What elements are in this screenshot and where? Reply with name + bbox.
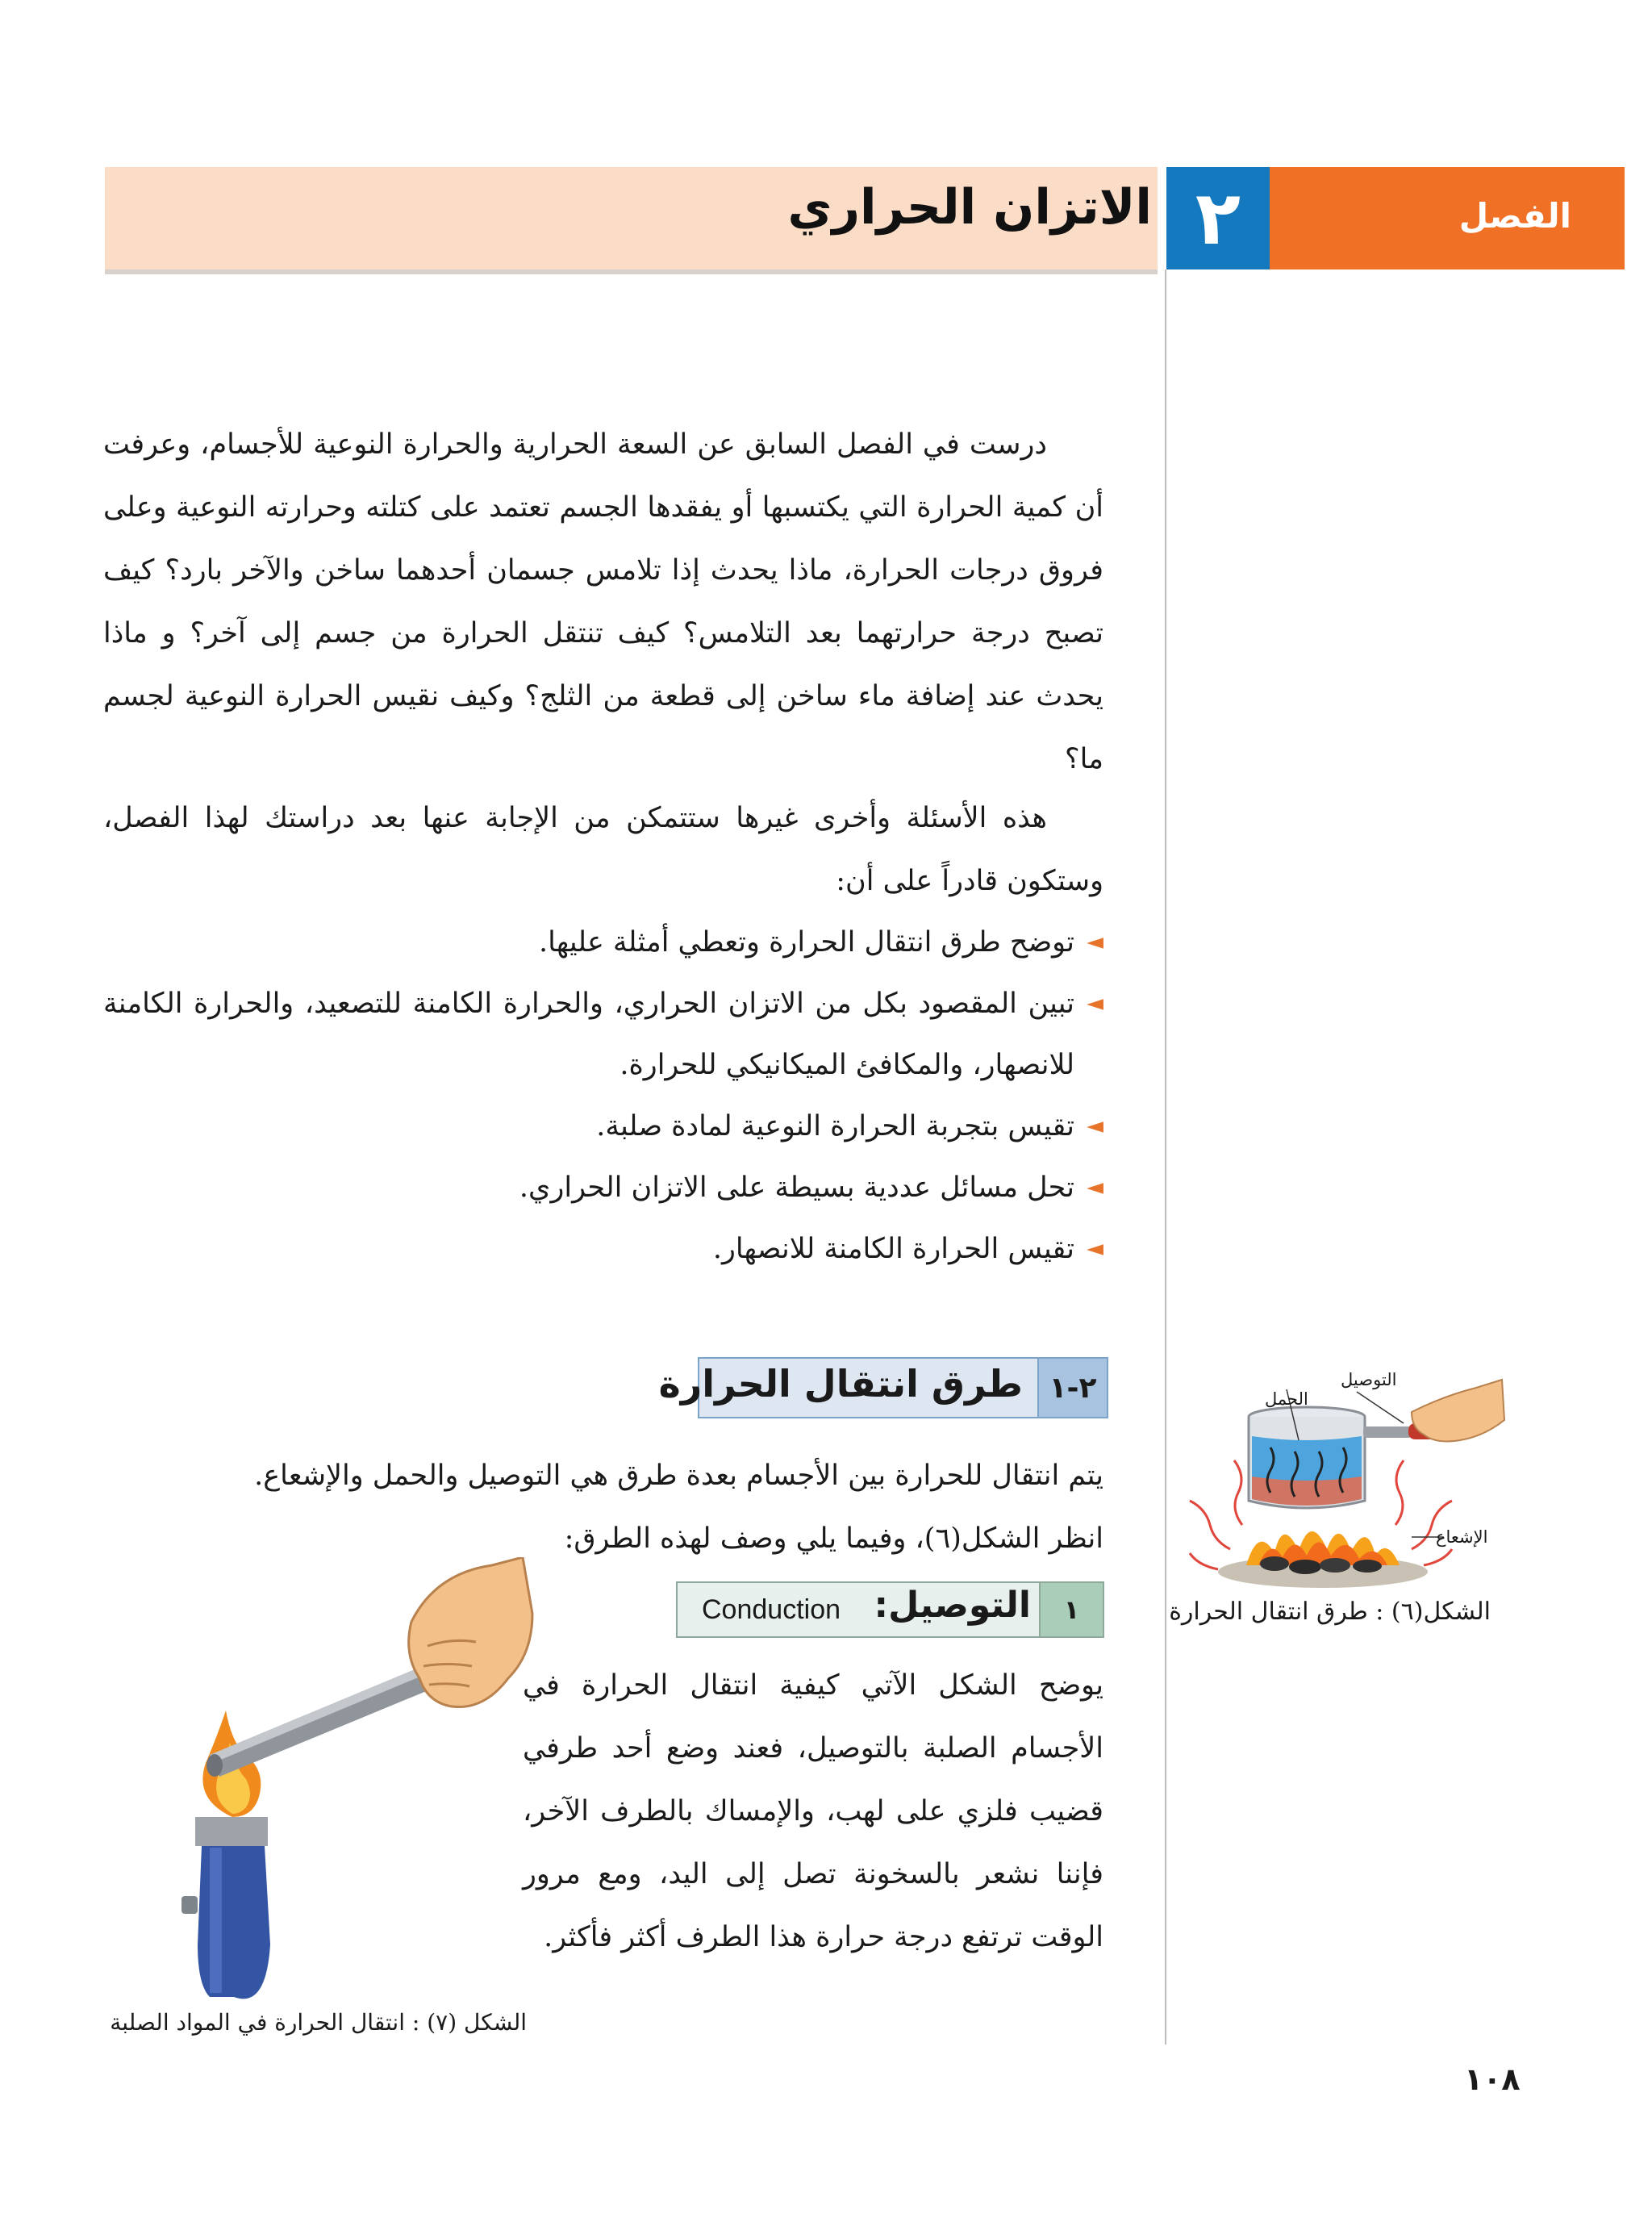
chapter-label-box	[1270, 167, 1625, 269]
section-title: طرق انتقال الحرارة	[658, 1362, 1023, 1406]
page-number: ١٠٨	[1464, 2061, 1521, 2097]
figure-6-label-radiation: الإشعاع	[1436, 1527, 1488, 1547]
figure-7-conduction-illustration	[145, 1557, 549, 2009]
column-divider	[1165, 269, 1166, 2045]
chapter-number: ٢	[1195, 175, 1241, 261]
section-number-box	[1037, 1357, 1108, 1418]
figure-6-label-convection: الحمل	[1265, 1389, 1308, 1409]
objective-item: ◄ تحل مسائل عددية بسيطة على الاتزان الحراري.	[103, 1157, 1103, 1218]
subsection-number: ١	[1063, 1594, 1080, 1625]
figure-6-caption: الشكل(٦) : طرق انتقال الحرارة	[1169, 1598, 1491, 1626]
figure-7-caption: الشكل (٧) : انتقال الحرارة في المواد الصلبة	[110, 2009, 527, 2036]
intro-paragraph-2: هذه الأسئلة وأخرى غيرها ستتمكن من الإجابة عنها بعد دراستك لهذا الفصل، وستكون قادراً على أن:	[103, 802, 1103, 897]
section-number: ٢-١	[1049, 1371, 1097, 1405]
subsection-title-english: Conduction	[702, 1594, 841, 1625]
chapter-number-box	[1166, 167, 1270, 269]
hand-icon	[409, 1557, 532, 1707]
intro-paragraph-1: درست في الفصل السابق عن السعة الحرارية والحرارة النوعية للأجسام، وعرفت أن كمية الحرارة التي يكتسبها أو يفقدها الجسم تعتمد على كتلته وحرارته النوعية وعلى فروق درجات الحرارة، ماذا يحدث إذا تلامس جسمان أحدهما ساخن والآخر بارد؟ كيف تصبح درجة حرارتهما بعد التلامس؟ كيف تنتقل الحرارة من جسم إلى آخر؟ و ماذا يحدث عند إضافة ماء ساخن إلى قطعة من الثلج؟ وكيف نقيس الحرارة النوعية لجسم ما؟	[103, 428, 1103, 775]
fire-icon	[1246, 1531, 1400, 1574]
figure-6-heat-transfer-illustration	[1170, 1364, 1508, 1598]
section-paragraph-2: انظر الشكل(٦)، وفيما يلي وصف لهذه الطرق:	[564, 1523, 1103, 1555]
hand-icon	[1412, 1380, 1504, 1441]
burner-icon	[181, 1817, 270, 1999]
objective-item: ◄ توضح طرق انتقال الحرارة وتعطي أمثلة عليها.	[103, 912, 1103, 973]
subsection-number-box	[1039, 1581, 1104, 1638]
subsection-title: التوصيل:	[874, 1585, 1031, 1626]
objective-item: ◄ تقيس بتجربة الحرارة النوعية لمادة صلبة.	[103, 1096, 1103, 1157]
conduction-paragraph: يوضح الشكل الآتي كيفية انتقال الحرارة في الأجسام الصلبة بالتوصيل، فعند وضع أحد طرفي قضيب فلزي على لهب، والإمساك بالطرف الآخر، فإننا نشعر بالسخونة تصل إلى اليد، ومع مرور الوقت ترتفع درجة حرارة هذا الطرف أكثر فأكثر.	[523, 1669, 1103, 1953]
objectives-list	[103, 912, 1103, 1280]
figure-6-label-conduction: التوصيل	[1341, 1370, 1397, 1389]
chapter-label: الفصل	[1458, 196, 1571, 236]
chapter-title: الاتزان الحراري	[787, 179, 1152, 236]
section-paragraph-1: يتم انتقال للحرارة بين الأجسام بعدة طرق هي التوصيل والحمل والإشعاع.	[254, 1460, 1103, 1492]
objective-item: ◄ تقيس الحرارة الكامنة للانصهار.	[103, 1218, 1103, 1280]
objective-item: ◄ تبين المقصود بكل من الاتزان الحراري، والحرارة الكامنة للتصعيد، والحرارة الكامنة للانصهار، والمكافئ الميكانيكي للحرارة.	[103, 973, 1103, 1096]
